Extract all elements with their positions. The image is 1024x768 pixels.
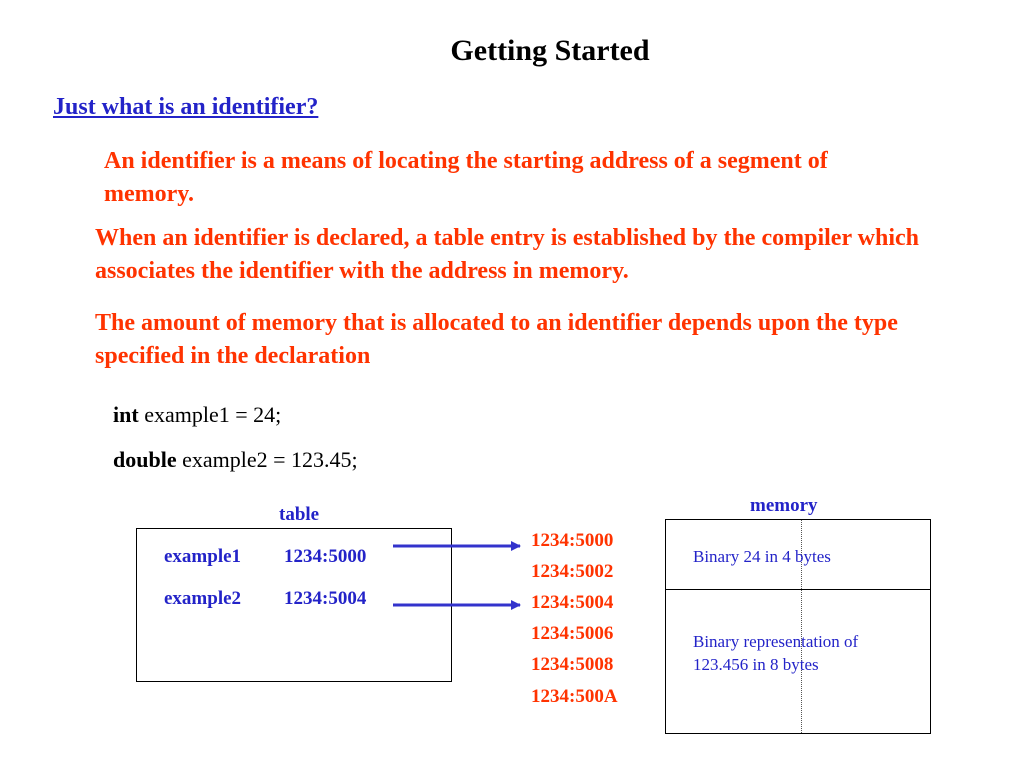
- table-row-address: 1234:5000: [284, 546, 367, 567]
- memory-address: 1234:500A: [531, 686, 618, 707]
- memory-address: 1234:5004: [531, 592, 614, 613]
- memory-cell-text: Binary representation of 123.456 in 8 bytes: [693, 632, 859, 674]
- memory-address: 1234:5000: [531, 530, 614, 551]
- code-statement: example2 = 123.45;: [176, 447, 358, 472]
- table-row-name: example1: [164, 546, 242, 567]
- memory-label: memory: [750, 495, 818, 516]
- memory-address: 1234:5008: [531, 654, 614, 675]
- table-row-address: 1234:5004: [284, 588, 367, 609]
- memory-address: 1234:5006: [531, 623, 614, 644]
- table-label: table: [279, 504, 320, 525]
- table-row-name: example2: [164, 588, 242, 609]
- slide-subtitle: Just what is an identifier?: [53, 94, 319, 120]
- paragraph-declaration: When an identifier is declared, a table entry is established by the compiler which associates the identifier with the address in memory.: [95, 225, 920, 284]
- code-statement: example1 = 24;: [138, 402, 282, 427]
- memory-address: 1234:5002: [531, 561, 614, 582]
- code-keyword: double: [113, 447, 177, 472]
- slide-title: Getting Started: [450, 34, 650, 67]
- paragraph-definition: An identifier is a means of locating the starting address of a segment of memory.: [104, 148, 828, 207]
- paragraph-allocation: The amount of memory that is allocated to an identifier depends upon the type specified in the declaration: [95, 310, 898, 369]
- code-keyword: int: [113, 402, 139, 427]
- memory-cell-text: Binary 24 in 4 bytes: [693, 547, 831, 566]
- memory-divider: [665, 589, 931, 590]
